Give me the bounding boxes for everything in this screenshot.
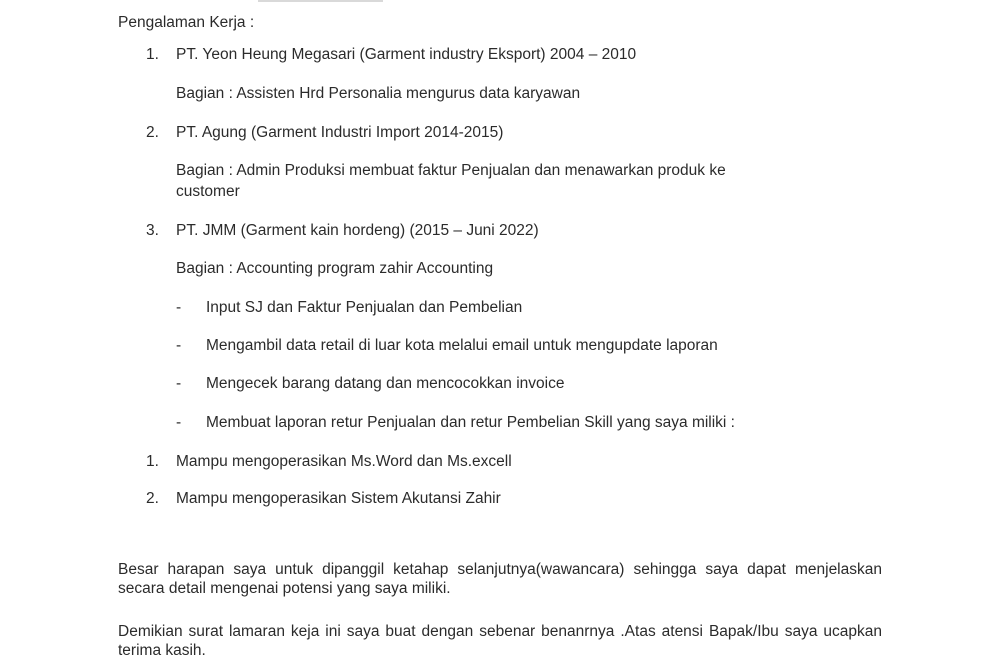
task-item: Mengambil data retail di luar kota melalui email untuk mengupdate laporan — [206, 337, 718, 354]
experience-company: PT. Agung (Garment Industri Import 2014-2015) — [176, 124, 504, 141]
experience-number: 1. — [146, 46, 159, 63]
bullet-dash: - — [176, 337, 182, 354]
closing-paragraph: Besar harapan saya untuk dipanggil ketahap selanjutnya(wawancara) sehingga saya dapat menjelaskan secara detail mengenai potensi yang saya miliki. — [118, 561, 882, 597]
experience-role: Bagian : Accounting program zahir Accounting — [176, 260, 494, 277]
section-heading: Pengalaman Kerja : — [118, 14, 255, 31]
skill-number: 1. — [146, 453, 159, 470]
bullet-dash: - — [176, 299, 182, 316]
task-item: Mengecek barang datang dan mencocokkan invoice — [206, 375, 565, 392]
experience-role: Bagian : Admin Produksi membuat faktur Penjualan dan menawarkan produk ke — [176, 162, 726, 179]
bullet-dash: - — [176, 414, 182, 431]
skill-item: Mampu mengoperasikan Sistem Akutansi Zahir — [176, 490, 501, 507]
experience-company: PT. JMM (Garment kain hordeng) (2015 – Juni 2022) — [176, 222, 539, 239]
experience-role: Bagian : Assisten Hrd Personalia mengurus data karyawan — [176, 85, 581, 102]
task-item: Input SJ dan Faktur Penjualan dan Pembelian — [206, 299, 523, 316]
task-item: Membuat laporan retur Penjualan dan retur Pembelian Skill yang saya miliki : — [206, 414, 735, 431]
closing-paragraph: Demikian surat lamaran keja ini saya buat dengan sebenar benanrnya .Atas atensi Bapak/Ibu saya ucapkan terima kasih. — [118, 623, 882, 659]
bullet-dash: - — [176, 375, 182, 392]
skill-number: 2. — [146, 490, 159, 507]
experience-number: 3. — [146, 222, 159, 239]
experience-company: PT. Yeon Heung Megasari (Garment industry Eksport) 2004 – 2010 — [176, 46, 637, 63]
skill-item: Mampu mengoperasikan Ms.Word dan Ms.excell — [176, 453, 512, 470]
experience-role-continued: customer — [176, 183, 240, 200]
top-rule — [258, 0, 383, 2]
experience-number: 2. — [146, 124, 159, 141]
